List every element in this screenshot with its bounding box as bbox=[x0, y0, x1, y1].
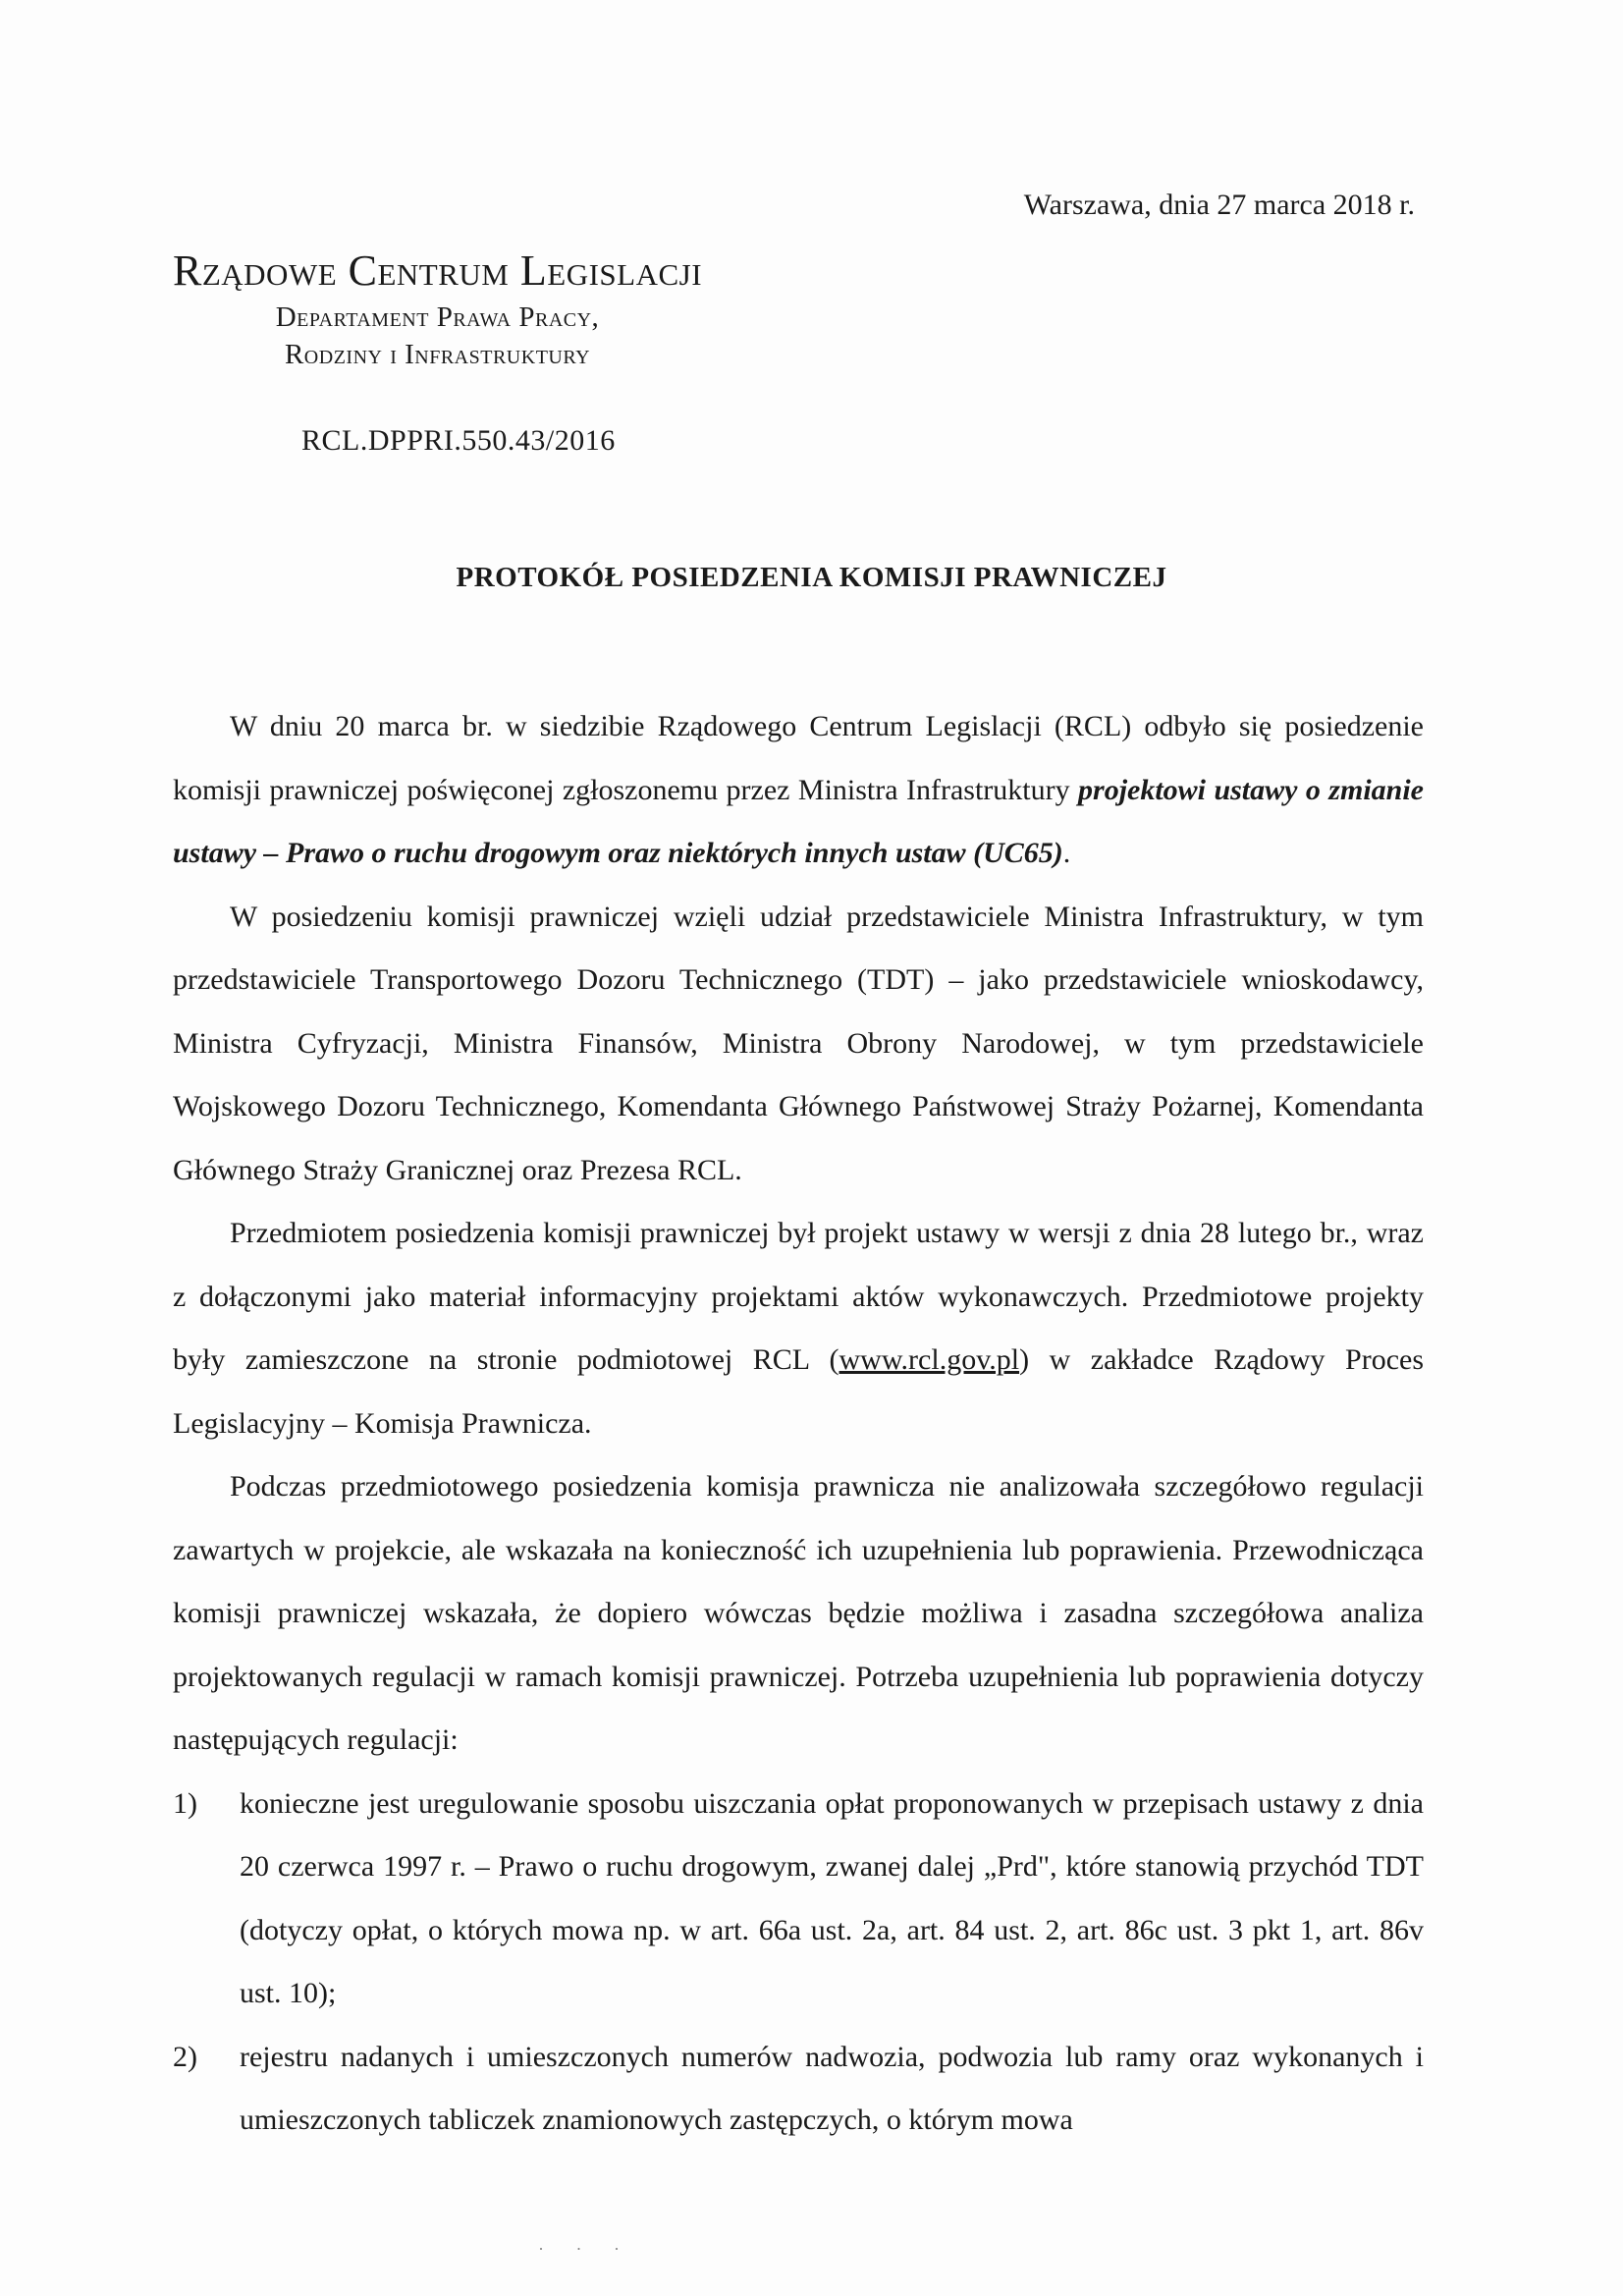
list-item-text: konieczne jest uregulowanie sposobu uiszczania opłat proponowanych w przepisach ustawy z dnia 20 czerwca 1997 r. – Prawo o ruchu drogowym, zwanej dalej „Prd", które stanowią przychód TDT (dotyczy opłat, o których mowa np. w art. 66a ust. 2a, art. 84 ust. 2, art. 86c ust. 3 pkt 1, art. 86v ust. 10); bbox=[240, 1786, 1424, 2009]
list-item bbox=[173, 2026, 1424, 2153]
paragraph-3-text: Przedmiotem posiedzenia komisji prawniczej był projekt ustawy w wersji z dnia 28 lutego br., wraz z dołączonymi jako materiał informacyjny projektami aktów wykonawczych. Przedmiotowe projekty były zamieszczone na stronie podmiotowej RCL ( bbox=[173, 1217, 1424, 1376]
list-item bbox=[173, 1773, 1424, 2026]
department-line-1: Departament Prawa Pracy, bbox=[275, 301, 600, 333]
paragraph-4: Podczas przedmiotowego posiedzenia komisja prawnicza nie analizowała szczegółowo regulacji zawartych w projekcie, ale wskazała na konieczność ich uzupełnienia lub poprawienia. Przewodnicząca komisji prawniczej wskazała, że dopiero wówczas będzie możliwa i zasadna szczegółowa analiza projektowanych regulacji w ramach komisji prawniczej. Potrzeba uzupełnienia lub poprawienia dotyczy następujących regulacji: bbox=[173, 1470, 1424, 1756]
bill-title-emphasis: projektowi ustawy o zmianie ustawy – Prawo o ruchu drogowym oraz niektórych innych ustaw (UC65) bbox=[173, 773, 1424, 869]
list-item-number: 1) bbox=[173, 1786, 197, 1820]
case-signature: RCL.DPPRI.550.43/2016 bbox=[301, 424, 616, 457]
date-line: Warszawa, dnia 27 marca 2018 r. bbox=[1023, 189, 1415, 221]
list-item-text: rejestru nadanych i umieszczonych numerów nadwozia, podwozia lub ramy oraz wykonanych i umieszczonych tabliczek znamionowych zastępczych, o którym mowa bbox=[240, 2040, 1424, 2136]
document-body bbox=[173, 695, 1424, 2153]
regulations-list bbox=[173, 1773, 1424, 2153]
paragraph-3-end: ) w zakładce Rządowy Proces Legislacyjny – Komisja Prawnicza. bbox=[173, 1343, 1424, 1440]
list-item-number: 2) bbox=[173, 2040, 197, 2073]
department-line-2: Rodziny i Infrastruktury bbox=[284, 339, 591, 370]
rcl-website-link[interactable]: www.rcl.gov.pl bbox=[839, 1343, 1020, 1376]
paragraph-1-text: W dniu 20 marca br. w siedzibie Rządowego Centrum Legislacji (RCL) odbyło się posiedzenie komisji prawniczej poświęconej zgłoszonemu przez Ministra Infrastruktury bbox=[173, 710, 1424, 806]
scan-specks: · · · bbox=[538, 2239, 633, 2259]
document-title: PROTOKÓŁ POSIEDZENIA KOMISJI PRAWNICZEJ bbox=[456, 562, 1167, 593]
paragraph-1 bbox=[173, 695, 1424, 886]
paragraph-2: W posiedzeniu komisji prawniczej wzięli udział przedstawiciele Ministra Infrastruktury, w tym przedstawiciele Transportowego Dozoru Technicznego (TDT) – jako przedstawiciele wnioskodawcy, Ministra Cyfryzacji, Ministra Finansów, Ministra Obrony Narodowej, w tym przedstawiciele Wojskowego Dozoru Technicznego, Komendanta Głównego Państwowej Straży Pożarnej, Komendanta Głównego Straży Granicznej oraz Prezesa RCL. bbox=[173, 900, 1424, 1186]
organization-name: Rządowe Centrum Legislacji bbox=[173, 246, 703, 295]
organization-header bbox=[173, 244, 702, 373]
paragraph-1-end: . bbox=[1062, 837, 1071, 869]
paragraph-3 bbox=[173, 1202, 1424, 1455]
